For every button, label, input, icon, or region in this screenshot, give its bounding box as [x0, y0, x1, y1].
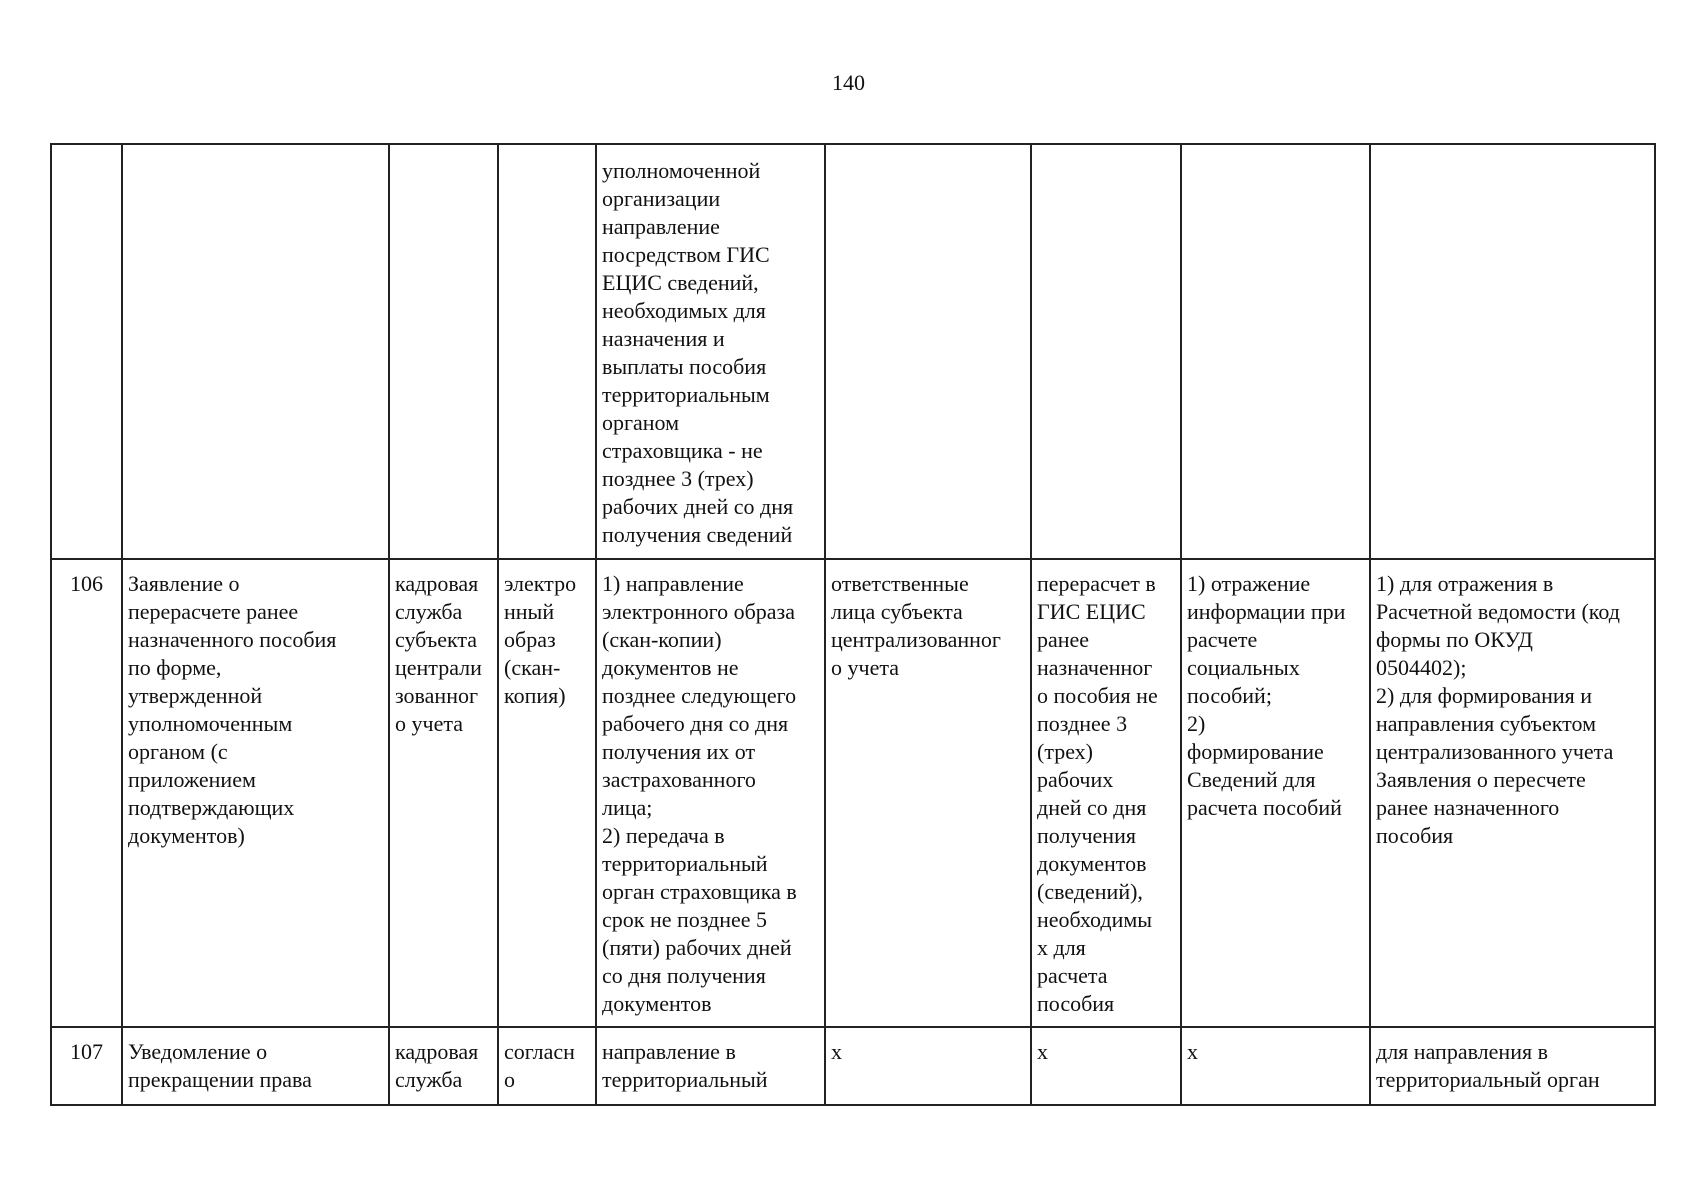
- cell-form: [498, 144, 596, 559]
- cell-procedure: уполномоченной организации направление посредством ГИС ЕЦИС сведений, необходимых для назначения и выплаты пособия территориальным органом страховщика - не позднее 3 (трех) рабочих дней со дня получения сведений: [596, 144, 825, 559]
- cell-executors: х: [825, 1027, 1031, 1105]
- table-row: [51, 1027, 1655, 1105]
- cell-procedure: направление в территориальный: [596, 1027, 825, 1105]
- cell-responsible: кадровая служба субъекта централи зованног о учета: [389, 559, 498, 1027]
- cell-reflection: [1181, 144, 1370, 559]
- cell-number: [51, 144, 122, 559]
- table-row: [51, 559, 1655, 1027]
- cell-purpose: 1) для отражения в Расчетной ведомости (код формы по ОКУД 0504402); 2) для формирования и направления субъектом централизованного учета Заявления о пересчете ранее назначенного пособия: [1370, 559, 1655, 1027]
- cell-reflection: х: [1181, 1027, 1370, 1105]
- document-table: [50, 143, 1656, 1106]
- cell-purpose: [1370, 144, 1655, 559]
- cell-procedure: 1) направление электронного образа (скан-копии) документов не позднее следующего рабочего дня со дня получения их от застрахованного лица; 2) передача в территориальный орган страховщика в срок не позднее 5 (пяти) рабочих дней со дня получения документов: [596, 559, 825, 1027]
- cell-executors: ответственные лица субъекта централизованног о учета: [825, 559, 1031, 1027]
- table-row: [51, 144, 1655, 559]
- cell-processing: х: [1031, 1027, 1181, 1105]
- cell-executors: [825, 144, 1031, 559]
- cell-document: Заявление о перерасчете ранее назначенного пособия по форме, утвержденной уполномоченным органом (с приложением подтверждающих документов): [122, 559, 389, 1027]
- cell-form: электро нный образ (скан- копия): [498, 559, 596, 1027]
- cell-processing: [1031, 144, 1181, 559]
- page-number: 140: [832, 70, 865, 95]
- cell-form: согласн о: [498, 1027, 596, 1105]
- cell-processing: перерасчет в ГИС ЕЦИС ранее назначенног о пособия не позднее 3 (трех) рабочих дней со дня получения документов (сведений), необходимы х для расчета пособия: [1031, 559, 1181, 1027]
- cell-purpose: для направления в территориальный орган: [1370, 1027, 1655, 1105]
- cell-number: 107: [51, 1027, 122, 1105]
- cell-document: Уведомление о прекращении права: [122, 1027, 389, 1105]
- cell-number: 106: [51, 559, 122, 1027]
- cell-responsible: кадровая служба: [389, 1027, 498, 1105]
- cell-responsible: [389, 144, 498, 559]
- cell-document: [122, 144, 389, 559]
- cell-reflection: 1) отражение информации при расчете социальных пособий; 2) формирование Сведений для расчета пособий: [1181, 559, 1370, 1027]
